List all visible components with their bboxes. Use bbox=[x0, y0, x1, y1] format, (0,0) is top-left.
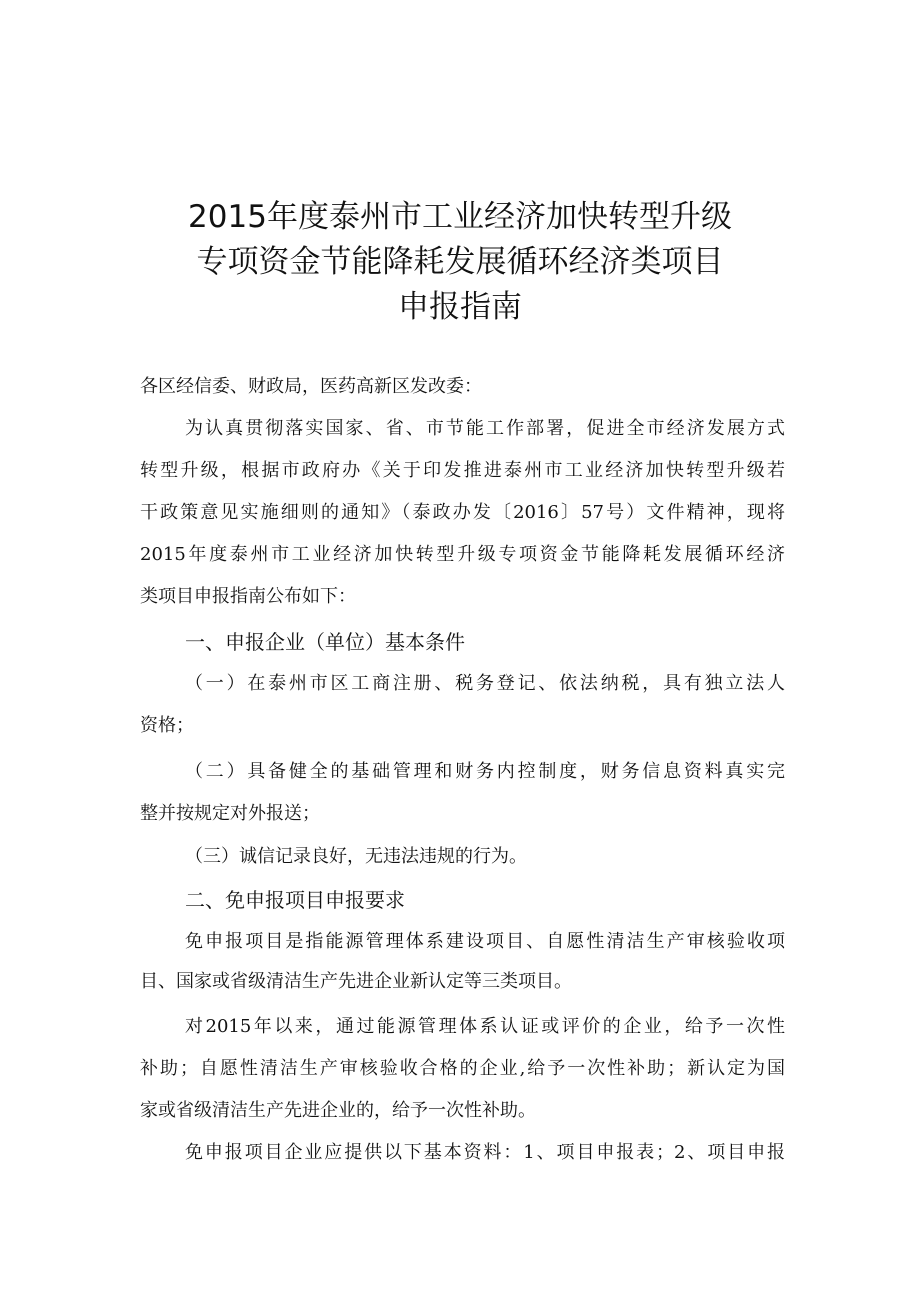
section-2-para-1-line-1: 免申报项目是指能源管理体系建设项目、自愿性清洁生产审核验收项 bbox=[185, 931, 785, 952]
intro-line-5: 类项目申报指南公布如下： bbox=[140, 586, 356, 607]
intro-line-2: 转型升级，根据市政府办《关于印发推进泰州市工业经济加快转型升级若 bbox=[140, 460, 785, 481]
document-title-line-3: 申报指南 bbox=[398, 289, 522, 325]
section-1-item-1-line-2: 资格； bbox=[140, 715, 194, 736]
intro-line-1: 为认真贯彻落实国家、省、市节能工作部署，促进全市经济发展方式 bbox=[185, 418, 785, 439]
document-title-line-1: 2015年度泰州市工业经济加快转型升级 bbox=[188, 199, 732, 235]
intro-line-3: 干政策意见实施细则的通知》（泰政办发〔2016〕57号）文件精神，现将 bbox=[140, 502, 785, 523]
section-1-item-2-line-1: （二）具备健全的基础管理和财务内控制度，财务信息资料真实完 bbox=[185, 761, 785, 782]
section-2-heading: 二、免申报项目申报要求 bbox=[185, 888, 405, 912]
salutation: 各区经信委、财政局，医药高新区发改委： bbox=[140, 376, 482, 397]
section-2-para-2-line-2: 补助；自愿性清洁生产审核验收合格的企业,给予一次性补助；新认定为国 bbox=[140, 1058, 785, 1079]
section-1-heading: 一、申报企业（单位）基本条件 bbox=[185, 630, 465, 654]
section-1-item-1-line-1: （一）在泰州市区工商注册、税务登记、依法纳税，具有独立法人 bbox=[185, 673, 785, 694]
section-2-para-2-line-1: 对2015年以来，通过能源管理体系认证或评价的企业，给予一次性 bbox=[185, 1016, 785, 1037]
section-2-para-1-line-2: 目、国家或省级清洁生产先进企业新认定等三类项目。 bbox=[140, 971, 572, 992]
section-1-item-3: （三）诚信记录良好，无违法违规的行为。 bbox=[185, 846, 527, 867]
document-title-line-2: 专项资金节能降耗发展循环经济类项目 bbox=[196, 244, 724, 280]
section-2-para-2-line-3: 家或省级清洁生产先进企业的，给予一次性补助。 bbox=[140, 1100, 536, 1121]
section-2-para-3-line-1: 免申报项目企业应提供以下基本资料：1、项目申报表；2、项目申报 bbox=[185, 1142, 785, 1163]
section-1-item-2-line-2: 整并按规定对外报送； bbox=[140, 803, 320, 824]
intro-line-4: 2015年度泰州市工业经济加快转型升级专项资金节能降耗发展循环经济 bbox=[140, 544, 785, 565]
